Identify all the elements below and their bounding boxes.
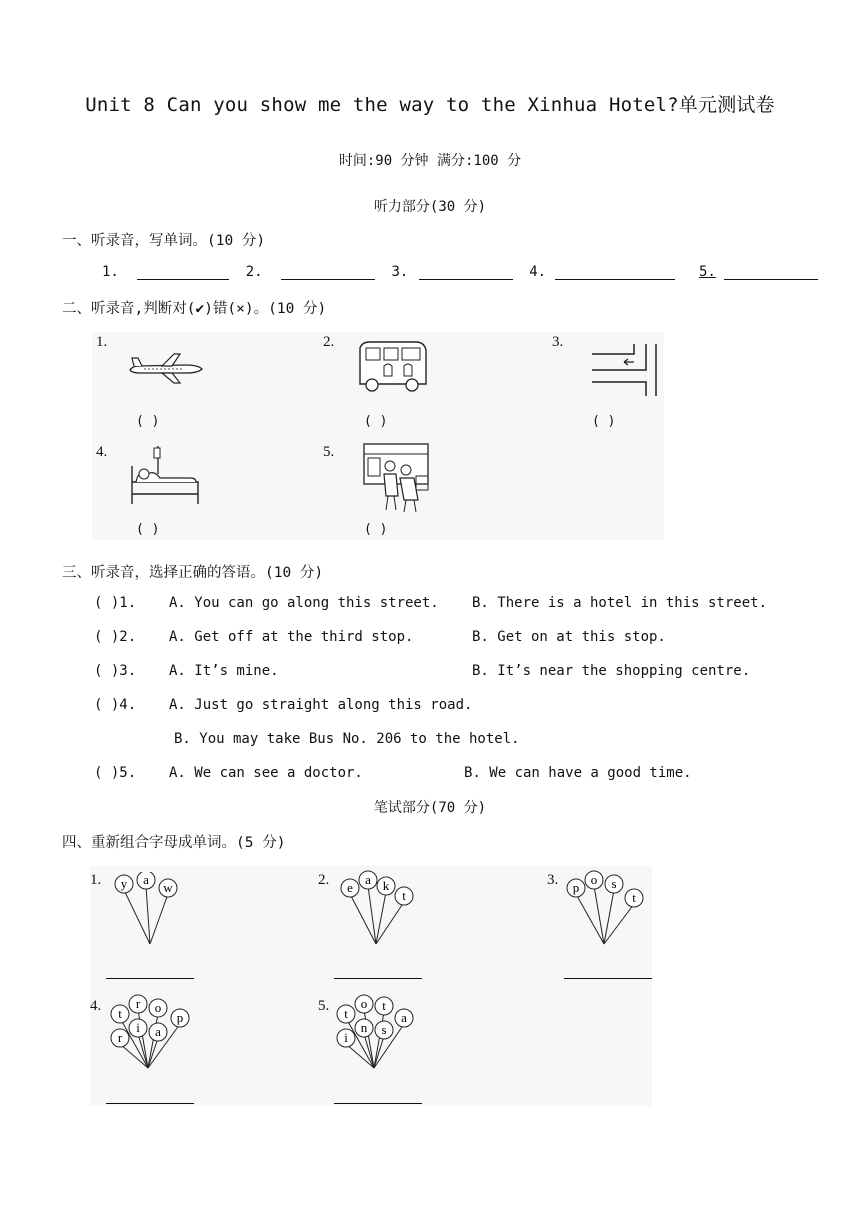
blank-number: 3. — [391, 264, 409, 280]
blank-line[interactable] — [555, 263, 675, 280]
answer-paren[interactable]: ( ) — [94, 595, 120, 611]
option-b: B. It’s near the shopping centre. — [472, 663, 751, 679]
balloon-letter: o — [360, 996, 368, 1011]
balloon-letter: y — [120, 876, 128, 891]
question-row — [94, 663, 136, 679]
balloon-letter: t — [118, 1006, 122, 1021]
balloon-letter: n — [360, 1020, 368, 1035]
blank-line[interactable] — [137, 263, 229, 280]
balloon-letter: r — [135, 996, 141, 1011]
blank-number: 2. — [245, 264, 263, 280]
balloon-bunch-icon — [112, 872, 182, 946]
balloon-bunch-icon — [334, 994, 418, 1074]
item-number: 1. — [96, 334, 108, 350]
item-number: 2. — [318, 872, 330, 888]
blank-line[interactable] — [281, 263, 375, 280]
balloon-letter: e — [347, 880, 353, 895]
blank-number: 4. — [529, 264, 547, 280]
answer-paren[interactable]: ( ) — [364, 522, 388, 537]
writing-section-header: 笔试部分(70 分) — [373, 800, 487, 816]
balloon-letter: a — [365, 872, 371, 887]
balloon-letter: t — [632, 890, 636, 905]
question-number: 2. — [119, 629, 137, 645]
option-a: A. Just go straight along this road. — [169, 697, 473, 713]
hospital-bed-icon — [128, 444, 202, 510]
listening-section-header: 听力部分(30 分) — [373, 199, 487, 215]
option-a: A. We can see a doctor. — [169, 765, 363, 781]
balloon-letter: t — [382, 998, 386, 1013]
answer-line[interactable] — [106, 1102, 194, 1104]
balloon-letter: o — [590, 872, 598, 887]
question-row — [94, 629, 136, 645]
section3-heading: 三、听录音，选择正确的答语。(10 分) — [62, 565, 324, 581]
question-row — [94, 697, 136, 713]
answer-paren[interactable]: ( ) — [592, 414, 616, 429]
answer-paren[interactable]: ( ) — [94, 697, 120, 713]
balloon-letter: s — [381, 1022, 387, 1037]
balloon-letter: k — [382, 878, 390, 893]
item-number: 5. — [318, 998, 330, 1014]
question-number: 3. — [119, 663, 137, 679]
balloon-letter: w — [163, 880, 173, 895]
answer-paren[interactable]: ( ) — [136, 522, 160, 537]
option-a: A. You can go along this street. — [169, 595, 439, 611]
balloon-letter: a — [155, 1024, 161, 1039]
balloon-letter: i — [136, 1020, 140, 1035]
balloon-letter: a — [143, 872, 149, 887]
option-a: A. Get off at the third stop. — [169, 629, 414, 645]
answer-line[interactable] — [564, 977, 652, 979]
airplane-icon — [126, 350, 206, 386]
page-title: Unit 8 Can you show me the way to the Xinhua Hotel?单元测试卷 — [85, 94, 775, 116]
bus-icon — [354, 338, 430, 396]
item-number: 5. — [323, 444, 335, 460]
blank-number: 1. — [102, 264, 119, 280]
answer-paren[interactable]: ( ) — [94, 629, 120, 645]
answer-line[interactable] — [334, 1102, 422, 1104]
write-word-blanks — [102, 263, 818, 280]
answer-paren[interactable]: ( ) — [94, 663, 120, 679]
item-number: 3. — [552, 334, 564, 350]
section2-heading: 二、听录音,判断对(✔)错(×)。(10 分) — [62, 301, 327, 317]
turn-left-sign-icon — [590, 342, 660, 398]
answer-line[interactable] — [106, 977, 194, 979]
question-row — [94, 765, 136, 781]
balloon-letter: t — [344, 1006, 348, 1021]
balloon-letter: p — [176, 1010, 184, 1025]
blank-line[interactable] — [419, 263, 513, 280]
item-number: 2. — [323, 334, 335, 350]
balloon-panel — [90, 866, 652, 1106]
time-score-line: 时间:90 分钟 满分:100 分 — [338, 153, 522, 169]
item-number: 4. — [90, 998, 102, 1014]
balloon-letter: s — [611, 876, 617, 891]
picture-panel — [92, 332, 664, 540]
balloon-letter: p — [572, 880, 580, 895]
answer-paren[interactable]: ( ) — [94, 765, 120, 781]
balloon-letter: i — [344, 1030, 348, 1045]
option-b: B. You may take Bus No. 206 to the hotel. — [174, 731, 520, 747]
section4-heading: 四、重新组合字母成单词。(5 分) — [62, 835, 286, 851]
balloon-letter: r — [117, 1030, 123, 1045]
balloon-letter: t — [402, 888, 406, 903]
question-row — [94, 595, 136, 611]
balloon-bunch-icon — [562, 868, 646, 946]
item-number: 3. — [547, 872, 559, 888]
question-number: 4. — [119, 697, 137, 713]
train-passengers-icon — [360, 440, 432, 514]
balloon-letter: o — [154, 1000, 162, 1015]
answer-paren[interactable]: ( ) — [364, 414, 388, 429]
question-number: 5. — [119, 765, 137, 781]
option-b: B. Get on at this stop. — [472, 629, 666, 645]
blank-number: 5. — [698, 264, 716, 280]
answer-paren[interactable]: ( ) — [136, 414, 160, 429]
question-number: 1. — [119, 595, 137, 611]
item-number: 1. — [90, 872, 102, 888]
item-number: 4. — [96, 444, 108, 460]
option-b: B. We can have a good time. — [464, 765, 692, 781]
section1-heading: 一、听录音，写单词。(10 分) — [62, 233, 266, 249]
option-b: B. There is a hotel in this street. — [472, 595, 768, 611]
option-a: A. It’s mine. — [169, 663, 279, 679]
balloon-letter: a — [401, 1010, 407, 1025]
balloon-bunch-icon — [336, 870, 420, 946]
blank-line[interactable] — [724, 263, 818, 280]
answer-line[interactable] — [334, 977, 422, 979]
balloon-bunch-icon — [108, 994, 192, 1074]
